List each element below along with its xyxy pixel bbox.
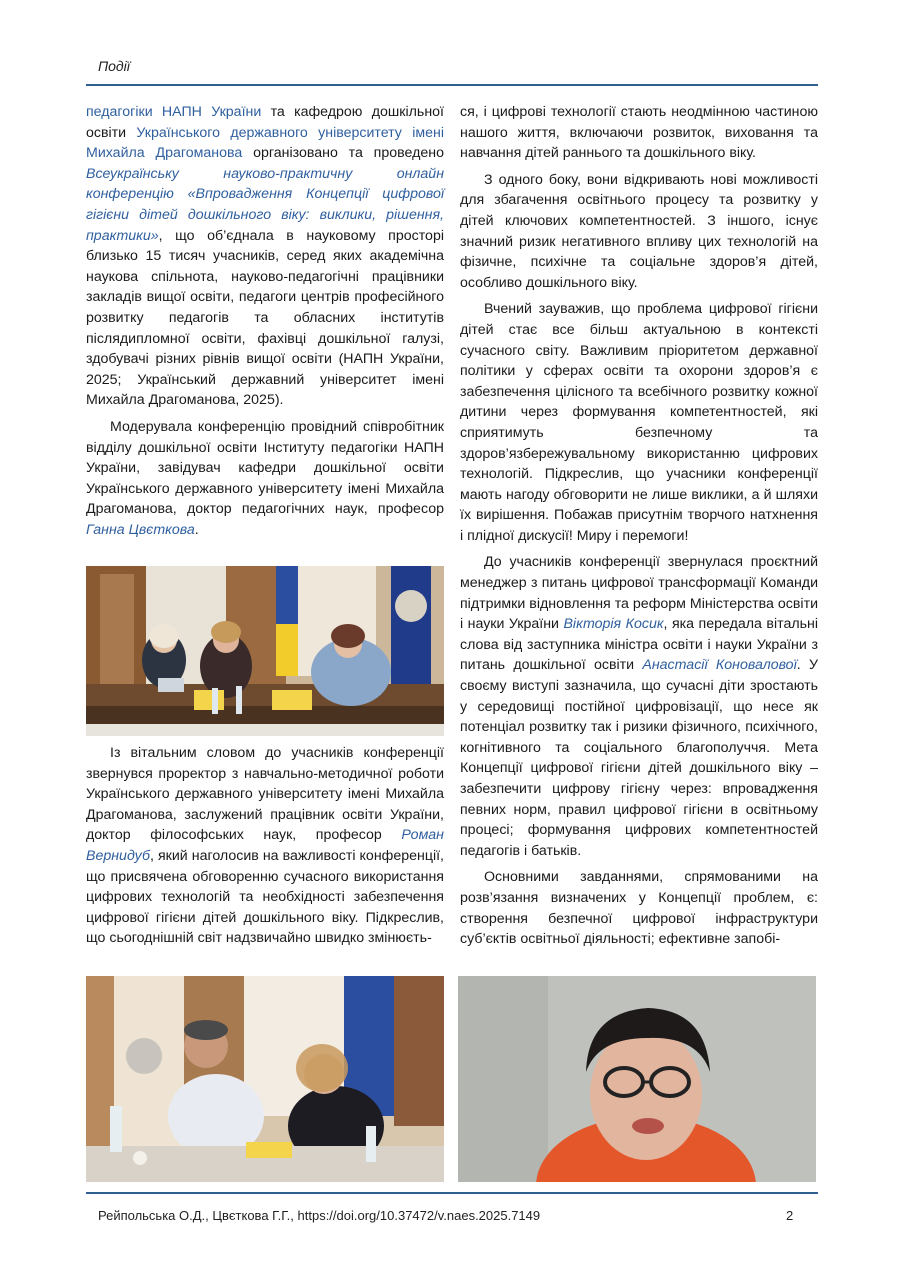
header-rule bbox=[86, 84, 818, 86]
paragraph bbox=[460, 552, 818, 861]
paragraph bbox=[460, 102, 818, 164]
footer-rule bbox=[86, 1192, 818, 1194]
text-run: ся, і цифрові технології стають неодмінною частиною нашого життя, включаючи розвиток, виховання та навчання дітей раннього та дошкільного віку. bbox=[460, 104, 818, 162]
text-run: , що об’єднала в науковому просторі близько 15 тисяч учасників, серед яких академічна наукова спільнота, науково-педагогічні працівники закладів вищої освіти, педагоги центрів професійного розвитку педагогів та обласних інститутів післядипломної освіти, фахівці дошкільної галузі, здобувачі різних рівнів вищої освіти (НАПН України, 2025; Український державний університет імені Михайла Драгоманова, 2025). bbox=[86, 227, 444, 409]
text-run: , яка передала вітальні слова від заступника міністра освіти і науки України з питань дошкільної освіти bbox=[460, 616, 818, 674]
section-label: Події bbox=[98, 58, 130, 74]
text-run: . bbox=[194, 521, 199, 538]
text-run: Вчений зауважив, що проблема цифрової гігієни дітей стає все більш актуальною в контексті сучасного світу. Важливим пріоритетом державної політики у сферах освіти та охорони здоров’я є забезпечення цілісного та всебічного розвитку кожної дитини через формування компетентностей, які сприятимуть безпечному та здоров’язбережувальному використанню цифрових технологій. Підкреслив, що учасники конференції мають нагоду обговорити не лише виклики, а й шляхи їх вирішення. Побажав присутнім творчого натхнення і плідної дискусії! Миру і перемоги! bbox=[460, 301, 818, 544]
text-run: та кафедрою дошкільної освіти bbox=[86, 104, 444, 141]
paragraph bbox=[86, 102, 444, 411]
paragraph bbox=[86, 417, 444, 541]
footer-citation: Рейпольська О.Д., Цвєткова Г.Г., https://doi.org/10.37472/v.naes.2025.7149 bbox=[98, 1208, 541, 1223]
text-run: , який наголосив на важливості конференції, що присвячена обговоренню сучасного використання цифрових технологій та необхідності забезпечення цифрової гігієни дітей дошкільного віку. Підкреслив, що сьогоднішній світ надзвичайно швидко змінюєть- bbox=[86, 847, 444, 947]
highlighted-text: Анастасії Коновалової bbox=[642, 657, 797, 674]
highlighted-text: Ганна Цвєткова bbox=[86, 521, 195, 538]
text-run: . У своєму виступі зазначила, що сучасні діти зростають у середовищі постійної цифровізації, що несе як потенціал розвитку так і ризики фізичного, психічного, когнітивного та соціального благополуччя. Мета Концепції цифрової гігієни дітей дошкільного віку – забезпечити цифрову гігієну через: впровадження певних норм, правил цифрової гігієни в освітньому процесі; формування цифрових компетентностей педагогів і батьків. bbox=[460, 657, 818, 859]
highlighted-text: Українського державного університету імені Михайла Драгоманова bbox=[86, 124, 445, 162]
photo-speakers-table bbox=[86, 976, 444, 1182]
photo-conference-panel-image bbox=[86, 566, 444, 736]
text-run: До учасників конференції звернулася проєктний менеджер з питань цифрової трансформації Команди підтримки відновлення та реформ Міністерства освіти і науки України bbox=[460, 554, 818, 633]
paragraph bbox=[460, 170, 818, 294]
highlighted-text: Всеукраїнську науково-практичну онлайн конференцію «Впровадження Концепції цифрової гігієни дітей дошкільного віку: виклики, рішення, практики» bbox=[86, 165, 444, 244]
page-number: 2 bbox=[786, 1208, 794, 1223]
photo-conference-panel bbox=[86, 566, 444, 736]
text-run: Із вітальним словом до учасників конференції звернувся проректор з навчально-методичної роботи Українського державного університету імені Михайла Драгоманова, заслужений працівник освіти України, доктор філософських наук, професор bbox=[86, 745, 444, 844]
left-column-top bbox=[86, 102, 444, 540]
highlighted-text: Роман Вернидуб bbox=[86, 827, 444, 864]
paragraph bbox=[86, 743, 444, 949]
photo-speakers-table-image bbox=[86, 976, 444, 1182]
text-run: Модерувала конференцію провідний співробітник відділу дошкільної освіти Інституту педагогіки НАПН України, завідувач кафедри дошкільної освіти Українського державного університету імені Михайла Драгоманова, доктор педагогічних наук, професор bbox=[86, 418, 444, 518]
text-run: організовано та проведено bbox=[242, 145, 444, 162]
right-column bbox=[460, 102, 818, 950]
text-run: З одного боку, вони відкривають нові можливості для збагачення освітнього процесу та розвитку у дітей ключових компетентностей. З іншого, існує значний ризик негативного впливу цих технологій на фізичне, психічне та соціальне здоров’я дітей, особливо дошкільного віку. bbox=[460, 171, 818, 291]
photo-online-speaker bbox=[458, 976, 816, 1182]
photo-online-speaker-image bbox=[458, 976, 816, 1182]
highlighted-text: педагогіки НАПН України bbox=[86, 104, 262, 120]
left-column-bottom bbox=[86, 743, 444, 949]
paragraph bbox=[460, 299, 818, 546]
highlighted-text: Вікторія Косик bbox=[563, 616, 664, 633]
text-run: Основними завданнями, спрямованими на розв’язання визначених у Концепції проблем, є: створення безпечної цифрової інфраструктури суб’єктів освітньої діяльності; ефективне запобі- bbox=[460, 869, 818, 948]
paragraph bbox=[460, 867, 818, 949]
